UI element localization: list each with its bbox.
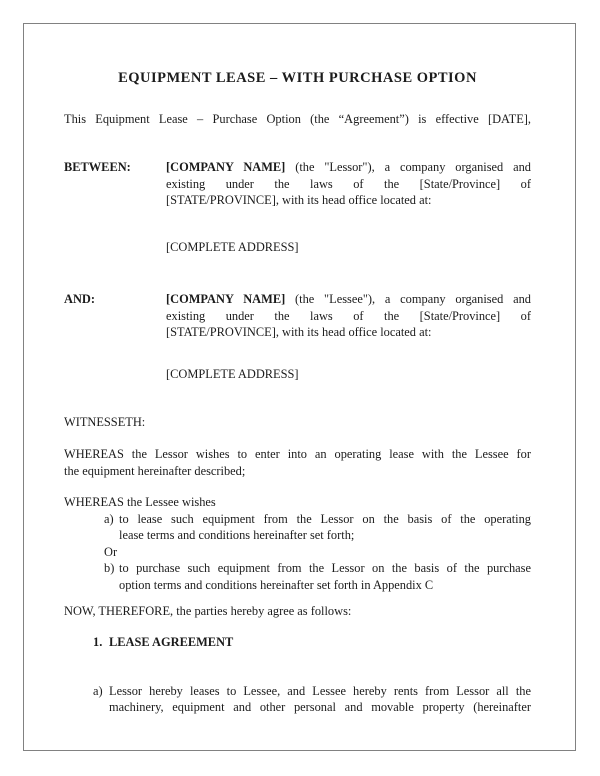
party-paragraph-lessor — [166, 159, 531, 209]
witnesseth-heading: WITNESSETH: — [64, 415, 146, 429]
clause-a-text — [109, 683, 531, 716]
list-item-b-text — [119, 560, 531, 593]
section-1-number: 1. — [93, 635, 103, 649]
address-placeholder-lessee: [COMPLETE ADDRESS] — [166, 367, 299, 381]
party-line-1 — [166, 291, 531, 308]
document-page — [23, 23, 576, 751]
list-item-a — [64, 511, 531, 544]
whereas-lessor-paragraph — [64, 446, 531, 479]
party-line-3: [STATE/PROVINCE], with its head office located at: — [166, 325, 432, 339]
party-line-2: existing under the laws of the [State/Province] of — [166, 308, 531, 323]
clause-a-line-2: machinery, equipment and other personal and movable property (hereinafter — [109, 700, 531, 714]
list-marker-a: a) — [104, 511, 114, 526]
page-title: EQUIPMENT LEASE – WITH PURCHASE OPTION — [118, 70, 477, 86]
list-item-b-line-2: option terms and conditions hereinafter set forth in Appendix C — [119, 577, 434, 592]
party-block-and — [64, 291, 531, 341]
section-1-title: LEASE AGREEMENT — [109, 635, 234, 649]
clause-a-line-1: Lessor hereby leases to Lessee, and Lessee hereby rents from Lessor all the — [109, 683, 531, 698]
whereas-lessor-line-2: the equipment hereinafter described; — [64, 463, 246, 478]
whereas-lessor-line-1: WHEREAS the Lessor wishes to enter into an operating lease with the Lessee for — [64, 447, 531, 461]
party-line-1 — [166, 159, 531, 176]
party-block-between — [64, 159, 531, 209]
whereas-lessee-section — [64, 494, 531, 593]
intro-paragraph: This Equipment Lease – Purchase Option (the “Agreement”) is effective [DATE], — [64, 112, 531, 126]
party-line-1-rest: (the "Lessor"), a company organised and — [295, 160, 531, 174]
clause-a-paragraph — [64, 683, 531, 716]
clause-a-marker: a) — [93, 683, 103, 698]
list-marker-b: b) — [104, 561, 115, 575]
now-therefore-line: NOW, THEREFORE, the parties hereby agree as follows: — [64, 604, 352, 618]
party-label-between: BETWEEN: — [64, 160, 131, 174]
or-word: Or — [104, 544, 118, 559]
list-item-a-text — [119, 511, 531, 544]
whereas-lessee-intro: WHEREAS the Lessee wishes — [64, 495, 216, 509]
list-item-a-line-2: lease terms and conditions hereinafter set forth; — [119, 528, 355, 542]
list-item-a-line-1: to lease such equipment from the Lessor on the basis of the operating — [119, 511, 531, 526]
party-paragraph-lessee — [166, 291, 531, 341]
section-1-heading — [64, 634, 531, 651]
company-name-placeholder: [COMPANY NAME] — [166, 160, 286, 174]
company-name-placeholder: [COMPANY NAME] — [166, 292, 286, 306]
party-line-3: [STATE/PROVINCE], with its head office located at: — [166, 193, 432, 207]
list-item-b-line-1: to purchase such equipment from the Lessor on the basis of the purchase — [119, 561, 531, 575]
party-label-and: AND: — [64, 292, 95, 306]
address-placeholder-lessor: [COMPLETE ADDRESS] — [166, 240, 299, 254]
party-line-1-rest: (the "Lessee"), a company organised and — [295, 292, 531, 306]
party-line-2: existing under the laws of the [State/Province] of — [166, 176, 531, 191]
list-item-b — [64, 560, 531, 593]
